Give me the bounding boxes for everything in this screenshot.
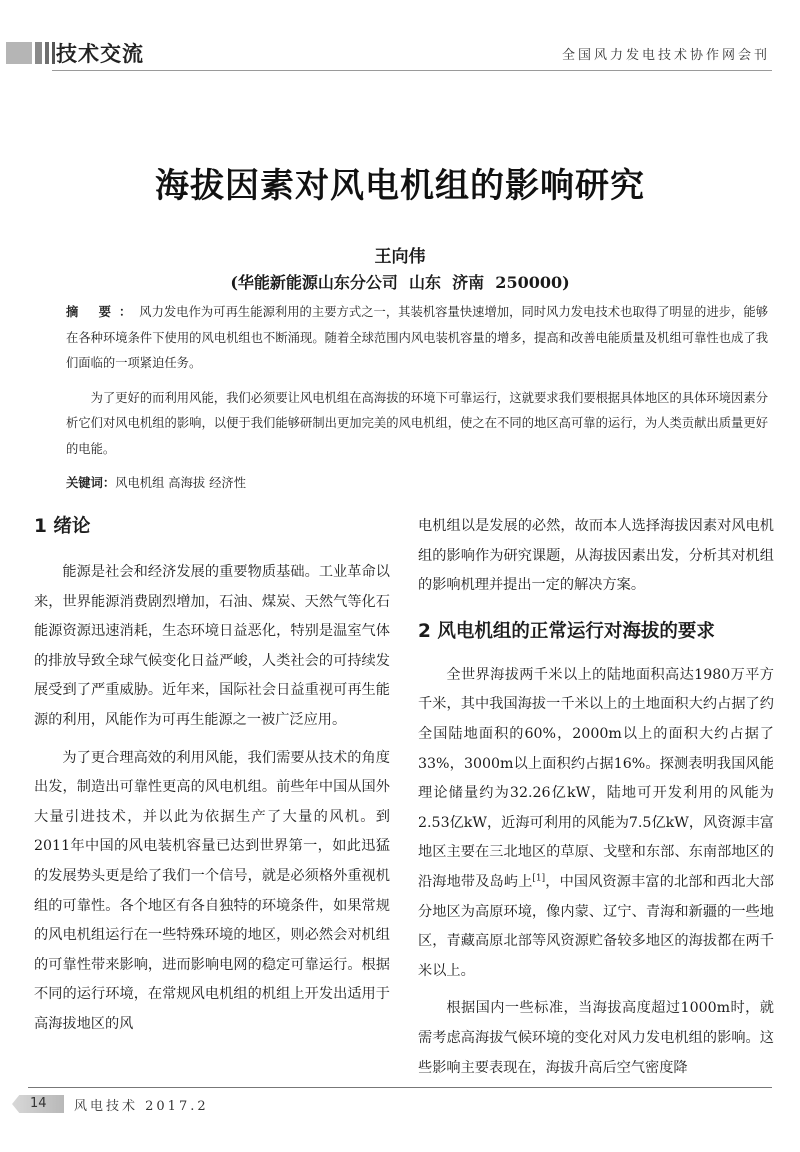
abstract-para-1: 摘 要：风力发电作为可再生能源利用的主要方式之一，其装机容量快速增加，同时风力发电技术也取得了明显的进步，能够在各种环境条件下使用的风电机组也不断涌现。随着全球范围内风电装机容量的增多，提高和改善电能质量及机组可靠性也成了我们面临的一项紧迫任务。	[66, 305, 768, 370]
abstract-para-2: 为了更好的而利用风能，我们必须要让风电机组在高海拔的环境下可靠运行，这就要求我们要根据具体地区的具体环境因素分析它们对风电机组的影响，以便于我们能够研制出更加完美的风电机组，使之在不同的地区高可靠的运行，为人类贡献出质量更好的电能。	[66, 390, 768, 456]
abstract	[66, 300, 768, 497]
right-column	[418, 512, 774, 1083]
footer-rule	[28, 1087, 772, 1088]
body-paragraph: 根据国内一些标准，当海拔高度超过1000m时，就需考虑高海拔气候环境的变化对风力发电机组的影响。这些影响主要表现在，海拔升高后空气密度降	[418, 1000, 774, 1076]
header-decoration-bars	[6, 42, 55, 64]
body-paragraph: 全世界海拔两千米以上的陆地面积高达1980万平方千米，其中我国海拔一千米以上的土地面积大约占据了约全国陆地面积的60%，2000m以上的面积大约占据了33%，3000m以上面积约占据16%。探测表明我国风能理论储量约为32.26亿kW，陆地可开发利用的风能为2.53亿kW，近海可利用的风能为7.5亿kW，风资源丰富地区主要在三北地区的草原、戈壁和东部、东南部地区的沿海地带及岛屿上[1]，中国风资源丰富的北部和西北大部分地区为高原环境，像内蒙、辽宁、青海和新疆的一些地区，青藏高原北部等风资源贮备较多地区的海拔都在两千米以上。	[418, 666, 774, 979]
body-paragraph: 能源是社会和经济发展的重要物质基础。工业革命以来，世界能源消费剧烈增加，石油、煤炭、天然气等化石能源资源迅速消耗，生态环境日益恶化，特别是温室气体的排放导致全球气候变化日益严峻，人类社会的可持续发展受到了严重威胁。近年来，国际社会日益重视可再生能源的利用，风能作为可再生能源之一被广泛应用。	[34, 564, 390, 728]
footer-journal: 风电技术 2017.2	[74, 1099, 209, 1114]
header-rule	[52, 70, 772, 71]
keywords-text: 风电机组 高海拔 经济性	[115, 476, 246, 490]
body-paragraph: 为了更合理高效的利用风能，我们需要从技术的角度出发，制造出可靠性更高的风电机组。前些年中国从国外大量引进技术，并以此为依据生产了大量的风机。到2011年中国的风电装机容量已达到世界第一，如此迅猛的发展势头更是给了我们一个信号，就是必须格外重视机组的可靠性。各个地区有各自独特的环境条件，如果常规的风电机组运行在一些特殊环境的地区，则必然会对机组的可靠性带来影响，进而影响电网的稳定可靠运行。根据不同的运行环境，在常规风电机组的机组上开发出适用于高海拔地区的风	[34, 749, 390, 1032]
paper-title: 海拔因素对风电机组的影响研究	[155, 166, 645, 206]
journal-name: 全国风力发电技术协作网会刊	[561, 48, 770, 63]
abstract-label: 摘 要：	[66, 305, 140, 319]
body-paragraph-continued: 电机组以是发展的必然，故而本人选择海拔因素对风电机组的影响作为研究课题，从海拔因素出发，分析其对机组的影响机理并提出一定的解决方案。	[418, 518, 774, 594]
keywords-label: 关键词：	[66, 476, 116, 490]
section-heading-1: 1 绪论	[34, 516, 91, 537]
keywords	[66, 471, 768, 497]
section-label: 技术交流	[56, 42, 144, 66]
page-number: 14	[30, 1096, 47, 1111]
affiliation: (华能新能源山东分公司 山东 济南 250000)	[230, 273, 570, 292]
author: 王向伟	[374, 247, 426, 267]
reference-marker[interactable]: [1]	[532, 873, 546, 884]
section-heading-2: 2 风电机组的正常运行对海拔的要求	[418, 620, 715, 642]
left-column	[34, 512, 390, 1040]
